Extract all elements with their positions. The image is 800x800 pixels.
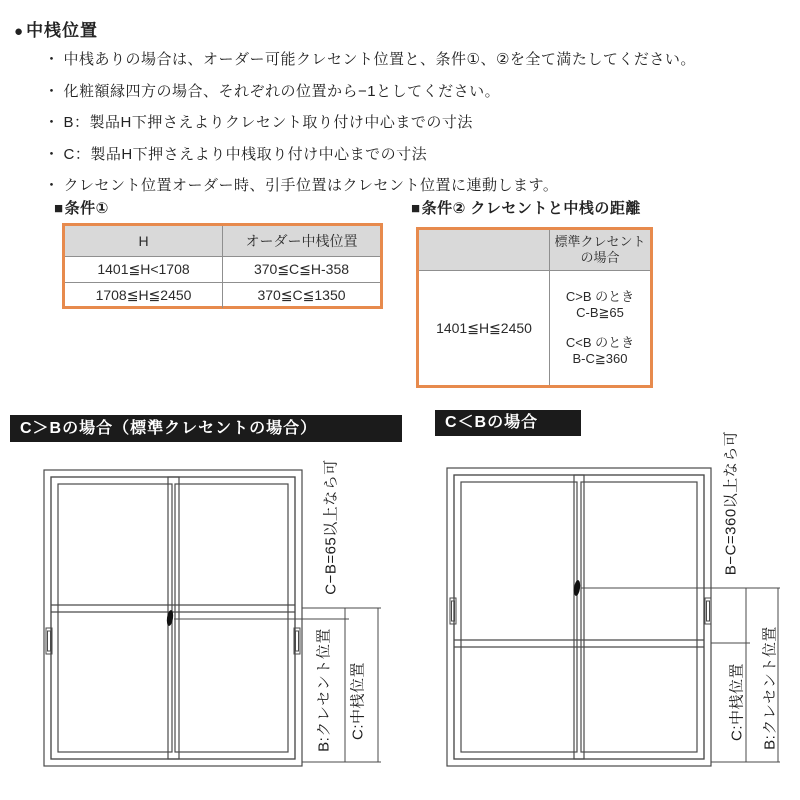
- condition2-title-text: 条件② クレセントと中桟の距離: [421, 200, 641, 217]
- dimension-label-c-minus-b: C−B=65以上なら可: [322, 459, 340, 595]
- right-dimension-lines: [581, 588, 780, 762]
- cell-h-range: 1708≦H≦2450: [65, 283, 223, 308]
- bullet-icon: ・: [44, 146, 60, 163]
- right-window-frame: [447, 468, 711, 766]
- right-middle-rail: [454, 640, 704, 647]
- diagram-left-title-text: C＞Bの場合（標準クレセントの場合）: [20, 420, 318, 437]
- right-sliding-panels: [454, 475, 704, 759]
- header-cell-order: オーダー中桟位置: [245, 233, 358, 249]
- dimension-label-b-minus-c: B−C=360以上なら可: [722, 430, 740, 576]
- page-title-text: 中桟位置: [26, 21, 99, 40]
- left-handle-icons: [46, 628, 300, 654]
- dimension-label-b-crescent: B:クレセント位置: [761, 626, 779, 750]
- bullet-icon: ・: [44, 83, 60, 100]
- dimension-label-b-crescent: B:クレセント位置: [315, 628, 333, 752]
- circle-bullet-icon: ●: [14, 23, 25, 40]
- header-line: の場合: [580, 250, 620, 265]
- note-text: 化粧額縁四方の場合、それぞれの位置から−1としてください。: [63, 83, 501, 100]
- condition1-title-text: 条件①: [64, 200, 109, 217]
- header-line: 標準クレセント: [554, 234, 646, 249]
- note-text: クレセント位置オーダー時、引手位置はクレセント位置に連動します。: [63, 177, 559, 194]
- note-text: 中桟ありの場合は、オーダー可能クレセント位置と、条件①、②を全て満たしてください。: [63, 51, 696, 68]
- bullet-icon: ・: [44, 177, 60, 194]
- cell-h-range: 1401≦H≦2450: [419, 271, 550, 385]
- header-cell-h: H: [65, 226, 223, 256]
- bullet-icon: ・: [44, 51, 60, 68]
- cell-order-range: 370≦C≦1350: [257, 287, 346, 303]
- case-line: C-B≧65: [576, 305, 624, 320]
- bullet-icon: ・: [44, 114, 60, 131]
- square-bullet-icon: ■: [411, 200, 421, 217]
- diagram-right-title-text: C＜Bの場合: [445, 414, 539, 431]
- case-line: B-C≧360: [572, 351, 628, 366]
- note-text: B：製品H下押さえよりクレセント取り付け中心までの寸法: [63, 114, 473, 131]
- dimension-label-c-rail: C:中桟位置: [728, 662, 746, 742]
- cell-order-range: 370≦C≦H-358: [253, 261, 350, 277]
- note-text: C：製品H下押さえより中桟取り付け中心までの寸法: [63, 146, 428, 163]
- left-middle-rail: [51, 605, 295, 612]
- square-bullet-icon: ■: [54, 200, 64, 217]
- dimension-label-c-rail: C:中桟位置: [349, 661, 367, 741]
- case-line: C<B のとき: [565, 335, 635, 350]
- cell-h-range: 1401≦H<1708: [65, 257, 223, 282]
- case-line: C>B のとき: [565, 289, 635, 304]
